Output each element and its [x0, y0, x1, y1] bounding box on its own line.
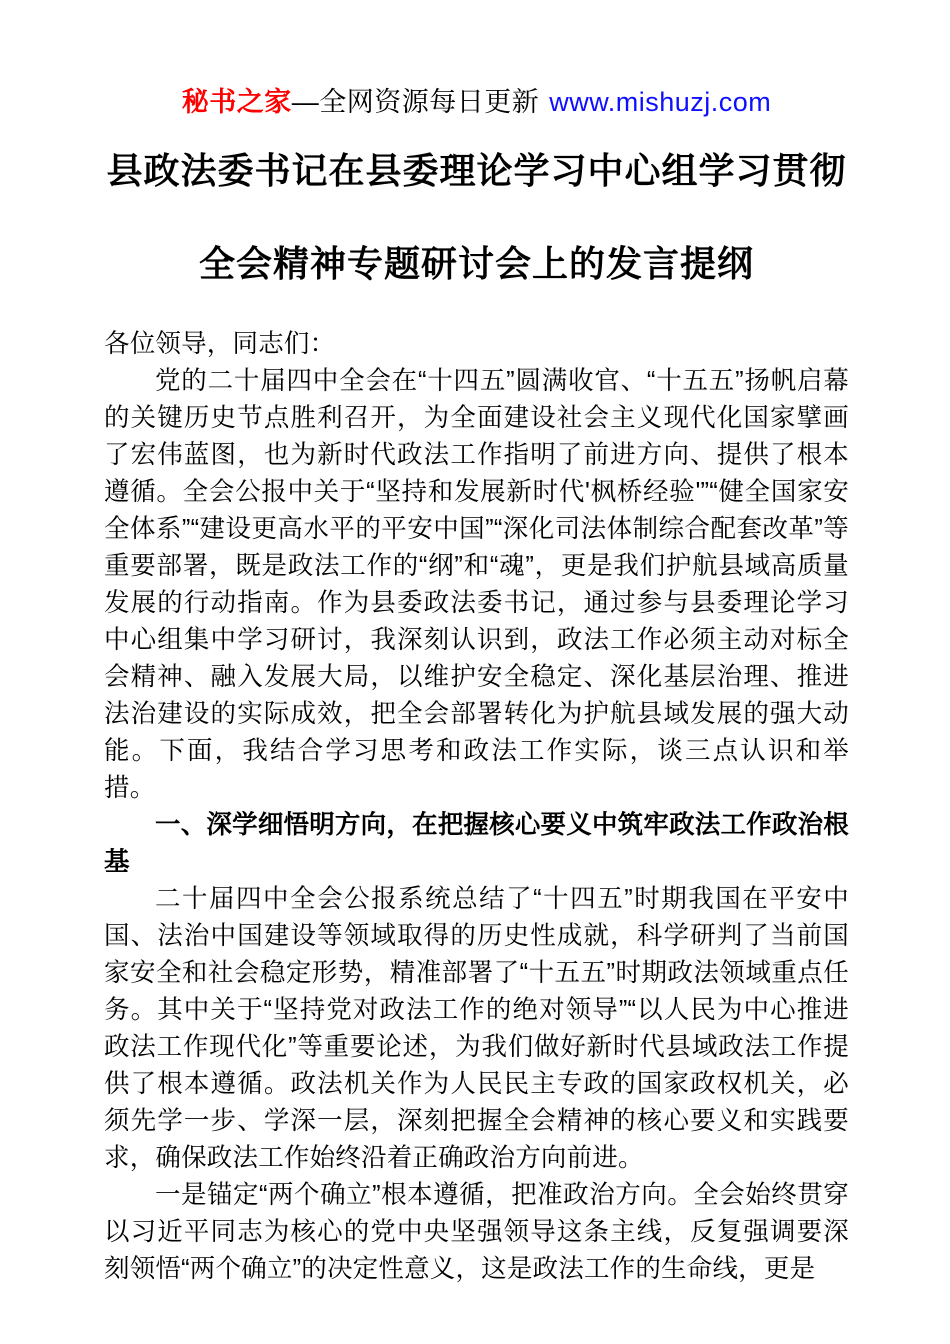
document-title-line-1: 县政法委书记在县委理论学习中心组学习贯彻 — [106, 150, 847, 191]
intro-paragraph: 党的二十届四中全会在“十四五”圆满收官、“十五五”扬帆启幕的关键历史节点胜利召开，为全面建设社会主义现代化国家擘画了宏伟蓝图，也为新时代政法工作指明了前进方向、提供了根本遵循。全会公报中关于“坚持和发展新时代'枫桥经验'”“健全国家安全体系”“建设更高水平的平安中国”“深化司法体制综合配套改革”等重要部署，既是政法工作的“纲”和“魂”，更是我们护航县域高质量发展的行动指南。作为县委政法委书记，通过参与县委理论学习中心组集中学习研讨，我深刻认识到，政法工作必须主动对标全会精神、融入发展大局，以维护安全稳定、深化基层治理、推进法治建设的实际成效，把全会部署转化为护航县域发展的强大动能。下面，我结合学习思考和政法工作实际，谈三点认识和举措。 — [104, 367, 849, 802]
document-title-line-2: 全会精神专题研讨会上的发言提纲 — [198, 243, 754, 284]
section-1-paragraph-1: 二十届四中全会公报系统总结了“十四五”时期我国在平安中国、法治中国建设等领域取得的历史性成就，科学研判了当前国家安全和社会稳定形势，精准部署了“十五五”时期政法领域重点任务。其中关于“坚持党对政法工作的绝对领导”“以人民为中心推进政法工作现代化”等重要论述，为我们做好新时代县域政法工作提供了根本遵循。政法机关作为人民民主专政的国家政权机关，必须先学一步、学深一层，深刻把握全会精神的核心要义和实践要求，确保政法工作始终沿着正确政治方向前进。 — [104, 885, 849, 1172]
section-1-heading: 一、深学细悟明方向，在把握核心要义中筑牢政法工作政治根基 — [104, 811, 849, 876]
document-title — [104, 124, 849, 310]
greeting-line: 各位领导，同志们： — [104, 330, 336, 358]
site-tagline: —全网资源每日更新 — [291, 87, 540, 117]
section-1-paragraph-2: 一是锚定“两个确立”根本遵循，把准政治方向。全会始终贯穿以习近平同志为核心的党中央坚强领导这条主线，反复强调要深刻领悟“两个确立”的决定性意义，这是政法工作的生命线，更是 — [104, 1181, 849, 1283]
site-header — [104, 84, 849, 120]
site-name: 秘书之家 — [181, 87, 292, 117]
site-url-link[interactable]: www.mishuzj.com — [549, 87, 772, 117]
document-body — [104, 326, 849, 1288]
